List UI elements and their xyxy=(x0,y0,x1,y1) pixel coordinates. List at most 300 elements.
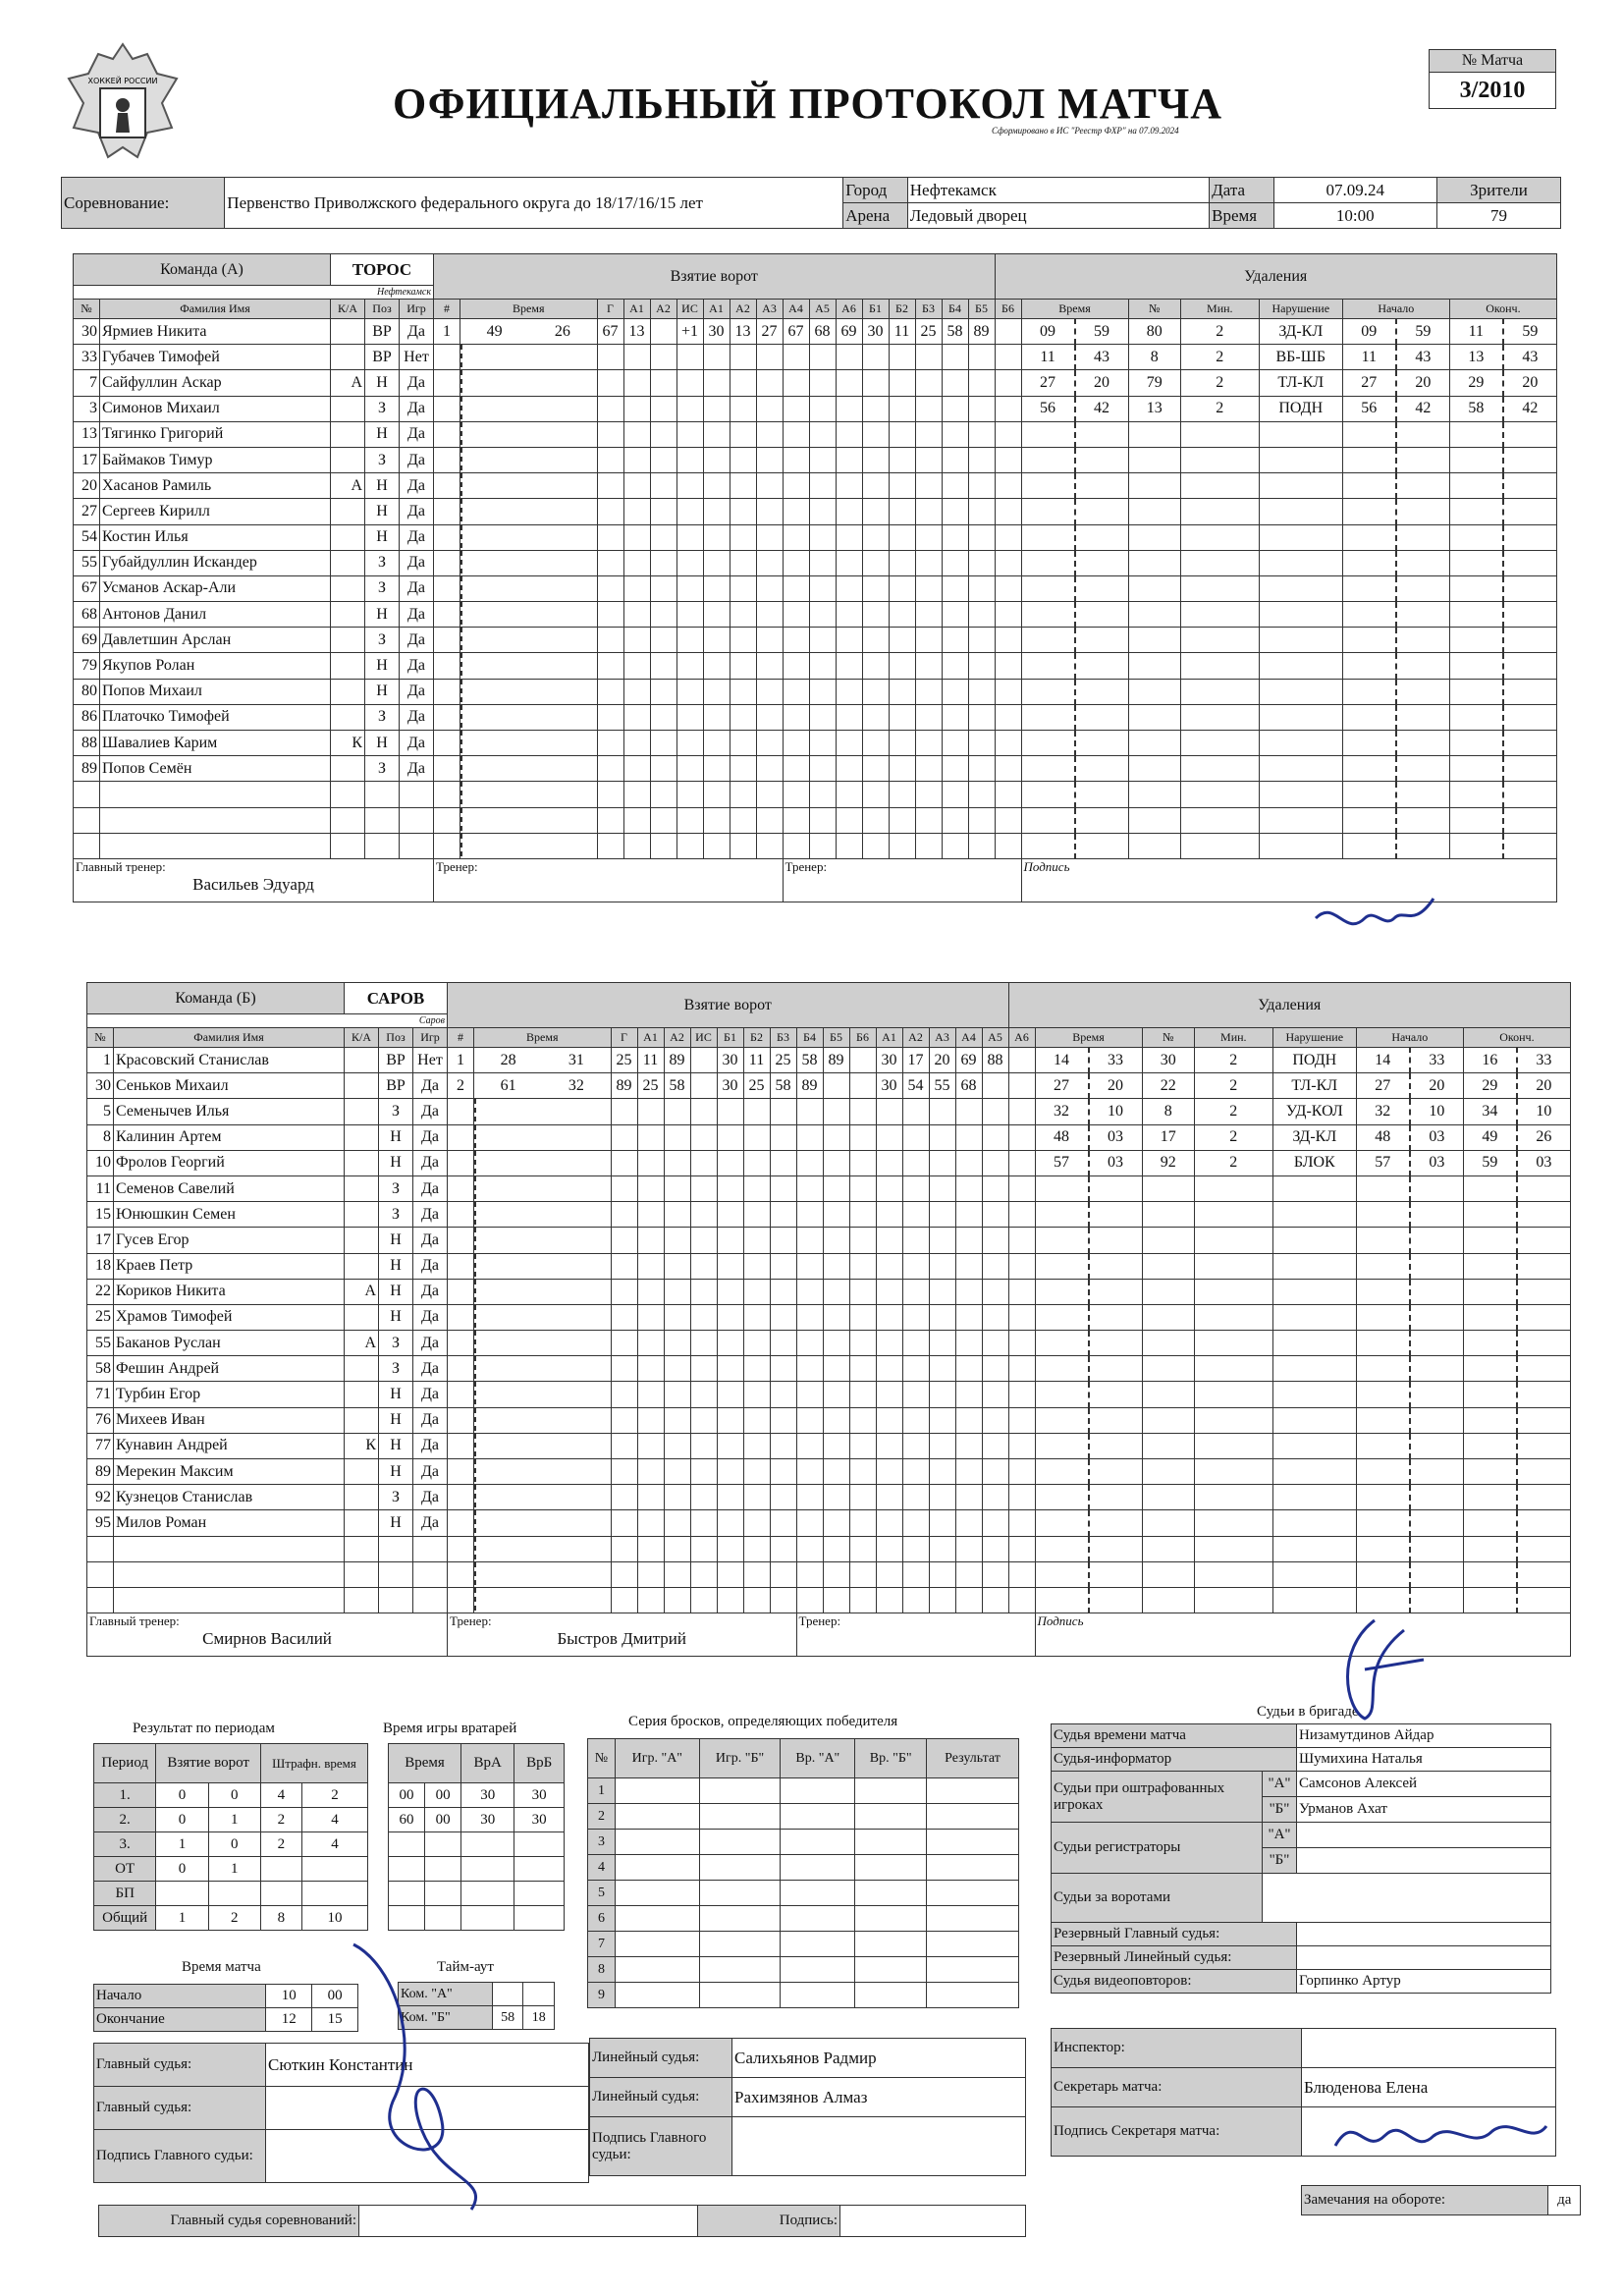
goal-onice xyxy=(955,1587,982,1613)
goal-onice xyxy=(968,653,995,679)
player-ka xyxy=(331,807,365,833)
pen-mm xyxy=(1035,1356,1089,1382)
player-row xyxy=(87,1304,1571,1330)
goal-onice xyxy=(982,1073,1008,1099)
goal-onice xyxy=(783,782,809,807)
pen-no xyxy=(1128,704,1180,730)
player-pos: Н xyxy=(379,1459,413,1485)
goal-mm xyxy=(460,756,529,782)
pen-smm xyxy=(1356,1510,1410,1536)
pen-sss xyxy=(1410,1510,1464,1536)
goal-onice xyxy=(717,1382,743,1407)
pen-ess xyxy=(1517,1536,1571,1561)
player-no: 77 xyxy=(87,1433,114,1458)
period-label: 2. xyxy=(94,1808,156,1832)
pen-ss xyxy=(1089,1228,1143,1253)
goal-a2 xyxy=(650,550,676,575)
goal-a1 xyxy=(637,1099,664,1124)
goal-onice xyxy=(717,1175,743,1201)
player-no xyxy=(87,1536,114,1561)
goal-onice xyxy=(849,1485,876,1510)
player-ka xyxy=(331,782,365,807)
pen-smm xyxy=(1356,1587,1410,1613)
goal-a2 xyxy=(650,653,676,679)
secretary: Блюденова Елена xyxy=(1302,2068,1556,2107)
line2-label: Линейный судья: xyxy=(590,2078,732,2117)
pen-ess xyxy=(1503,550,1557,575)
pen-smm xyxy=(1356,1536,1410,1561)
penbox-label: Судьи при оштрафованных игроках xyxy=(1052,1772,1263,1823)
player-pos: Н xyxy=(379,1510,413,1536)
goal-onice xyxy=(823,1304,849,1330)
signature-label: Подпись xyxy=(1037,1613,1084,1629)
player-pos: Н xyxy=(365,370,400,396)
goal-is xyxy=(690,1510,717,1536)
goal-onice xyxy=(703,345,730,370)
goal-onice xyxy=(929,1150,955,1175)
goal-onice xyxy=(783,370,809,396)
pen-ss xyxy=(1075,499,1129,524)
goal-a2: 58 xyxy=(664,1073,690,1099)
goal-onice xyxy=(862,653,889,679)
goal-mm xyxy=(474,1485,543,1510)
pen-ss: 20 xyxy=(1075,370,1129,396)
shootout-cell xyxy=(699,1881,781,1906)
team_a-pen-title: Удаления xyxy=(995,254,1557,300)
goal-g xyxy=(597,756,623,782)
goal-onice xyxy=(823,1331,849,1356)
goal-onice xyxy=(703,499,730,524)
goal-onice xyxy=(1008,1279,1035,1304)
team_b-table xyxy=(86,982,1571,1657)
pen-ess xyxy=(1503,473,1557,499)
goal-g xyxy=(597,833,623,858)
pen-ss xyxy=(1089,1382,1143,1407)
goal-onice xyxy=(703,421,730,447)
goal-n xyxy=(434,679,460,704)
period-pb: 4 xyxy=(301,1808,367,1832)
team_a-pen-col-3: Нарушение xyxy=(1259,300,1342,319)
goal-onice xyxy=(889,421,915,447)
goal-onice xyxy=(730,421,756,447)
player-played: Да xyxy=(413,1073,448,1099)
player-played: Да xyxy=(413,1485,448,1510)
goal-onice xyxy=(743,1331,770,1356)
player-ka xyxy=(331,602,365,628)
player-pos: Н xyxy=(365,524,400,550)
period-pa xyxy=(260,1882,301,1906)
player-no: 79 xyxy=(74,653,100,679)
player-ka xyxy=(331,447,365,472)
pen-smm: 27 xyxy=(1356,1073,1410,1099)
team_a-table xyxy=(73,253,1557,902)
timekeeper-label: Судья времени матча xyxy=(1052,1724,1297,1748)
goalie-mm: 00 xyxy=(389,1783,425,1808)
pen-mm xyxy=(1021,653,1075,679)
goal-onice xyxy=(836,731,862,756)
goal-onice xyxy=(783,602,809,628)
goal-onice xyxy=(783,421,809,447)
pen-foul xyxy=(1272,1228,1356,1253)
player-no: 92 xyxy=(87,1485,114,1510)
goal-onice xyxy=(862,756,889,782)
goal-onice xyxy=(770,1382,796,1407)
goal-onice xyxy=(942,756,968,782)
shootout-col-3: Вр. "А" xyxy=(781,1739,855,1778)
pen-min xyxy=(1180,833,1259,858)
goal-onice xyxy=(915,731,942,756)
goal-onice xyxy=(862,550,889,575)
player-no: 71 xyxy=(87,1382,114,1407)
pen-foul xyxy=(1272,1202,1356,1228)
goal-ss xyxy=(542,1279,611,1304)
player-no: 86 xyxy=(74,704,100,730)
match-time-table xyxy=(93,1984,358,2032)
pen-smm xyxy=(1356,1459,1410,1485)
pen-mm xyxy=(1035,1407,1089,1433)
goal-a2 xyxy=(650,447,676,472)
pen-emm xyxy=(1449,704,1503,730)
pen-emm: 34 xyxy=(1463,1099,1517,1124)
goal-onice xyxy=(889,370,915,396)
pen-smm xyxy=(1342,575,1396,601)
player-pos: З xyxy=(379,1099,413,1124)
player-name: Баканов Руслан xyxy=(114,1331,345,1356)
goal-onice xyxy=(836,575,862,601)
period-pa xyxy=(260,1857,301,1882)
goal-onice xyxy=(743,1150,770,1175)
goalie-mm xyxy=(389,1832,425,1857)
player-ka xyxy=(331,575,365,601)
period-pa: 2 xyxy=(260,1808,301,1832)
video-judge: Горпинко Артур xyxy=(1297,1970,1551,1994)
goal-mm xyxy=(460,524,529,550)
player-name: Семенов Савелий xyxy=(114,1175,345,1201)
period-gb: 1 xyxy=(208,1857,260,1882)
goal-mm xyxy=(460,807,529,833)
pen-foul: БЛОК xyxy=(1272,1150,1356,1175)
goal-is xyxy=(676,345,703,370)
player-name: Сергеев Кирилл xyxy=(100,499,331,524)
team-b-section xyxy=(86,982,1571,1657)
pen-no xyxy=(1142,1433,1194,1458)
goal-onice xyxy=(809,370,836,396)
goalie-a: 30 xyxy=(461,1783,514,1808)
player-ka xyxy=(345,1073,379,1099)
player-no: 20 xyxy=(74,473,100,499)
player-row xyxy=(87,1587,1571,1613)
team_b-onice-col-0: Б1 xyxy=(717,1028,743,1048)
player-played: Да xyxy=(400,421,434,447)
goal-onice xyxy=(915,396,942,421)
goal-onice xyxy=(809,602,836,628)
player-played: Да xyxy=(413,1099,448,1124)
player-played: Нет xyxy=(400,345,434,370)
pen-ess xyxy=(1517,1587,1571,1613)
goal-onice xyxy=(730,704,756,730)
player-no: 13 xyxy=(74,421,100,447)
team_b-label: Команда (Б) xyxy=(87,983,345,1014)
goal-onice xyxy=(823,1073,849,1099)
goal-onice xyxy=(876,1202,902,1228)
goal-onice xyxy=(849,1407,876,1433)
player-name: Гусев Егор xyxy=(114,1228,345,1253)
player-row xyxy=(87,1561,1571,1587)
team_b-onice-col-10: А5 xyxy=(982,1028,1008,1048)
pen-mm: 56 xyxy=(1021,396,1075,421)
goal-onice xyxy=(862,602,889,628)
pen-ess xyxy=(1503,704,1557,730)
city-label: Город xyxy=(843,178,908,203)
goalie-b xyxy=(514,1857,565,1882)
reg-b-mark: "Б" xyxy=(1263,1848,1297,1874)
goal-is xyxy=(690,1124,717,1150)
shootout-cell xyxy=(855,1855,927,1881)
goal-is xyxy=(690,1175,717,1201)
arena-label: Арена xyxy=(843,203,908,229)
goal-a1 xyxy=(637,1356,664,1382)
goalie-mm xyxy=(389,1857,425,1882)
goal-onice xyxy=(915,704,942,730)
goal-onice xyxy=(809,731,836,756)
team_b-pen-col-3: Нарушение xyxy=(1272,1028,1356,1048)
goal-g xyxy=(597,447,623,472)
goal-onice xyxy=(982,1253,1008,1279)
goal-onice xyxy=(849,1561,876,1587)
pen-foul xyxy=(1272,1253,1356,1279)
goal-onice xyxy=(862,731,889,756)
goal-a2 xyxy=(650,421,676,447)
goal-onice xyxy=(796,1561,823,1587)
goal-onice xyxy=(783,756,809,782)
goal-n xyxy=(448,1202,474,1228)
goal-onice xyxy=(889,628,915,653)
goal-onice xyxy=(968,833,995,858)
pen-ess: 20 xyxy=(1503,370,1557,396)
period-label: 1. xyxy=(94,1783,156,1808)
pen-sss xyxy=(1410,1382,1464,1407)
shootout-cell xyxy=(855,1932,927,1957)
goal-onice xyxy=(703,833,730,858)
goal-onice xyxy=(717,1331,743,1356)
goal-ss xyxy=(528,550,597,575)
pen-ess xyxy=(1503,421,1557,447)
player-no: 10 xyxy=(87,1150,114,1175)
pen-sss xyxy=(1396,731,1450,756)
pen-foul xyxy=(1259,704,1342,730)
goal-n xyxy=(434,447,460,472)
goal-onice: 17 xyxy=(902,1048,929,1073)
goal-onice xyxy=(1008,1175,1035,1201)
goal-a2 xyxy=(664,1331,690,1356)
pen-min xyxy=(1194,1382,1272,1407)
pen-ess xyxy=(1517,1253,1571,1279)
goal-onice xyxy=(849,1356,876,1382)
pen-min xyxy=(1194,1202,1272,1228)
goal-a2 xyxy=(650,499,676,524)
player-played: Да xyxy=(400,447,434,472)
goal-onice xyxy=(703,602,730,628)
pen-no xyxy=(1128,550,1180,575)
pen-min: 2 xyxy=(1180,345,1259,370)
goal-onice xyxy=(717,1356,743,1382)
goal-onice xyxy=(902,1124,929,1150)
goal-onice xyxy=(730,447,756,472)
goal-mm: 61 xyxy=(474,1073,543,1099)
goal-onice xyxy=(942,345,968,370)
time: 10:00 xyxy=(1273,203,1436,229)
match-time-title: Время матча xyxy=(182,1959,261,1975)
period-gb: 2 xyxy=(208,1906,260,1931)
goal-onice xyxy=(915,550,942,575)
pen-sss: 03 xyxy=(1410,1150,1464,1175)
goal-onice xyxy=(968,499,995,524)
shootout-cell xyxy=(855,1804,927,1830)
pen-foul xyxy=(1259,499,1342,524)
goal-g xyxy=(611,1279,637,1304)
period-pa: 8 xyxy=(260,1906,301,1931)
goal-onice xyxy=(809,679,836,704)
pen-min: 2 xyxy=(1194,1073,1272,1099)
pen-ess xyxy=(1517,1433,1571,1458)
pen-mm: 32 xyxy=(1035,1099,1089,1124)
pen-no xyxy=(1128,807,1180,833)
goal-onice xyxy=(849,1202,876,1228)
pen-mm xyxy=(1021,833,1075,858)
pen-ess xyxy=(1503,679,1557,704)
pen-foul xyxy=(1259,756,1342,782)
pen-smm xyxy=(1342,807,1396,833)
pen-sss: 42 xyxy=(1396,396,1450,421)
team_b-signature-cell xyxy=(1035,1613,1571,1657)
pen-foul xyxy=(1272,1587,1356,1613)
pen-smm: 27 xyxy=(1342,370,1396,396)
goal-mm xyxy=(474,1124,543,1150)
goal-onice xyxy=(836,421,862,447)
goal-onice xyxy=(730,575,756,601)
player-name: Милов Роман xyxy=(114,1510,345,1536)
goal-is xyxy=(690,1048,717,1073)
goal-ss xyxy=(542,1304,611,1330)
goal-onice: 58 xyxy=(796,1048,823,1073)
goal-onice xyxy=(809,524,836,550)
goal-a1 xyxy=(637,1279,664,1304)
goal-onice xyxy=(849,1510,876,1536)
goal-onice xyxy=(876,1510,902,1536)
goal-onice xyxy=(730,679,756,704)
goal-onice xyxy=(836,807,862,833)
pen-ss xyxy=(1089,1561,1143,1587)
goal-onice xyxy=(743,1304,770,1330)
goal-ss xyxy=(528,704,597,730)
team_a-onice-col-1: А2 xyxy=(730,300,756,319)
goal-ss xyxy=(528,679,597,704)
goal-onice xyxy=(823,1099,849,1124)
goal-a2 xyxy=(650,473,676,499)
pen-sss xyxy=(1410,1356,1464,1382)
goal-a1 xyxy=(623,370,650,396)
goal-g xyxy=(611,1536,637,1561)
goal-onice xyxy=(929,1228,955,1253)
shootout-cell xyxy=(615,1778,699,1804)
goal-onice xyxy=(756,396,783,421)
goal-onice: 30 xyxy=(717,1073,743,1099)
pen-foul xyxy=(1272,1331,1356,1356)
goal-onice xyxy=(862,833,889,858)
goal-a1 xyxy=(623,499,650,524)
goal-onice: 11 xyxy=(889,319,915,345)
goal-g xyxy=(611,1202,637,1228)
pen-emm xyxy=(1449,499,1503,524)
pen-min: 2 xyxy=(1180,319,1259,345)
match-no-label: № Матча xyxy=(1430,50,1556,73)
goal-onice xyxy=(770,1485,796,1510)
pen-emm xyxy=(1449,447,1503,472)
registrars-label: Судьи регистраторы xyxy=(1052,1823,1263,1874)
player-pos: ВР xyxy=(365,345,400,370)
player-played: Да xyxy=(400,550,434,575)
player-no: 3 xyxy=(74,396,100,421)
pen-mm xyxy=(1021,575,1075,601)
pen-no xyxy=(1142,1304,1194,1330)
pen-no xyxy=(1128,756,1180,782)
team_a-col-no: № xyxy=(74,300,100,319)
pen-no xyxy=(1142,1356,1194,1382)
goal-onice xyxy=(902,1536,929,1561)
goal-is xyxy=(690,1382,717,1407)
player-row xyxy=(87,1485,1571,1510)
pen-foul xyxy=(1272,1433,1356,1458)
meta-table xyxy=(61,177,1561,229)
goal-onice xyxy=(809,447,836,472)
shootout-cell xyxy=(615,1881,699,1906)
team_a-goal-col-5: ИС xyxy=(676,300,703,319)
goal-onice xyxy=(849,1433,876,1458)
player-no: 27 xyxy=(74,499,100,524)
player-row xyxy=(87,1382,1571,1407)
pen-ess xyxy=(1503,628,1557,653)
coach1: Быстров Дмитрий xyxy=(557,1629,686,1649)
goal-n xyxy=(434,704,460,730)
shootout-cell xyxy=(781,1830,855,1855)
goal-onice xyxy=(756,550,783,575)
goal-onice xyxy=(915,447,942,472)
player-ka: А xyxy=(331,370,365,396)
pen-emm xyxy=(1463,1175,1517,1201)
goal-onice xyxy=(1008,1124,1035,1150)
pen-foul: ЗД-КЛ xyxy=(1272,1124,1356,1150)
pen-mm xyxy=(1021,524,1075,550)
pen-smm xyxy=(1342,756,1396,782)
player-played: Да xyxy=(400,370,434,396)
pen-foul xyxy=(1272,1459,1356,1485)
goal-onice xyxy=(902,1382,929,1407)
player-played: Да xyxy=(400,396,434,421)
goal-onice xyxy=(717,1407,743,1433)
goal-ss xyxy=(542,1356,611,1382)
goal-mm xyxy=(474,1253,543,1279)
goal-onice xyxy=(836,782,862,807)
player-pos xyxy=(379,1587,413,1613)
goal-onice xyxy=(982,1099,1008,1124)
goal-onice: 58 xyxy=(942,319,968,345)
goal-mm xyxy=(460,731,529,756)
pen-ss xyxy=(1075,704,1129,730)
goal-mm xyxy=(474,1407,543,1433)
goal-onice xyxy=(876,1561,902,1587)
player-pos: З xyxy=(379,1485,413,1510)
player-row xyxy=(87,1407,1571,1433)
